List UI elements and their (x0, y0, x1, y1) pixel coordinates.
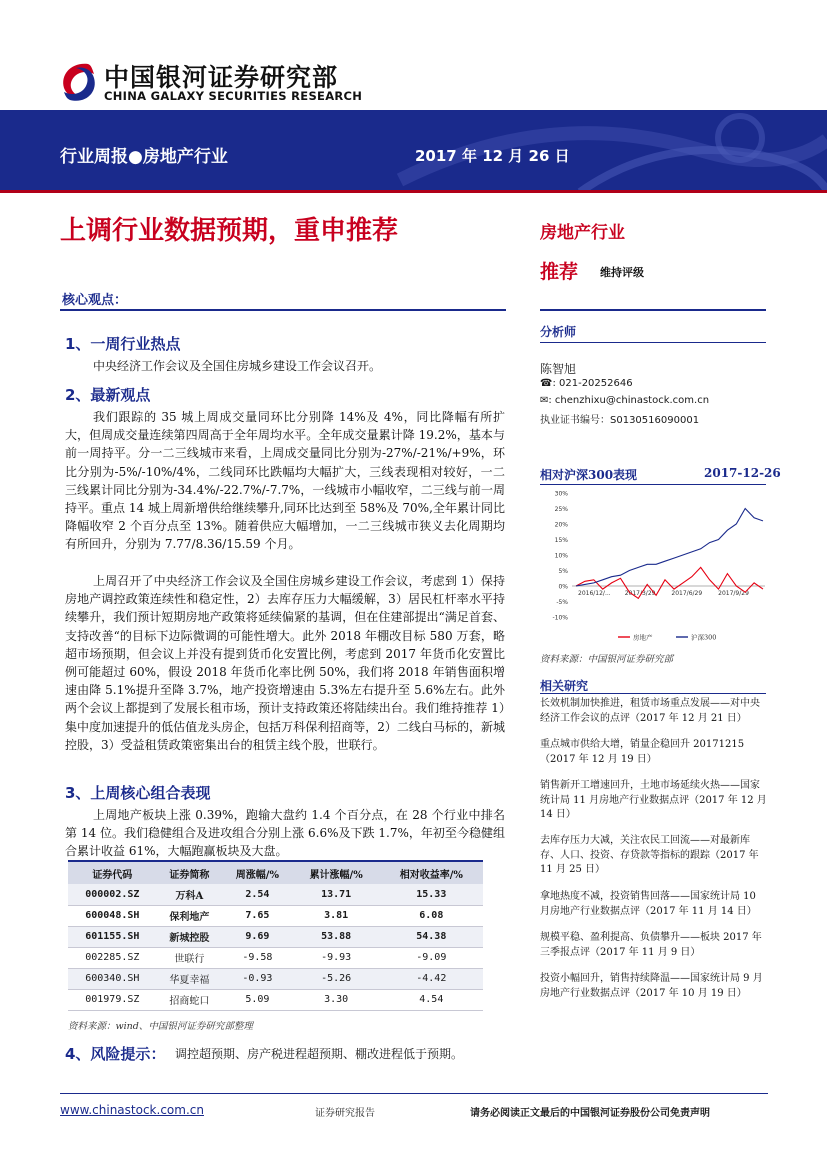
section-heading-risk: 4、风险提示： (65, 1045, 166, 1063)
table-cell: 13.71 (293, 884, 380, 905)
table-header-row (68, 862, 483, 884)
relative-performance-chart (540, 487, 770, 647)
y-tick-label: 0% (558, 583, 568, 591)
y-tick-label: -10% (552, 614, 568, 622)
related-item[interactable]: 长效机制加快推进，租赁市场重点发展——对中央经济工作会议的点评（2017 年 12 月 21 日） (540, 698, 760, 724)
table-header: 周涨幅/% (222, 862, 293, 884)
legend-label: 沪深300 (691, 633, 717, 642)
table-row (68, 947, 483, 968)
y-tick-label: 15% (554, 537, 568, 544)
table-cell: 6.08 (380, 905, 483, 926)
sector-label: 房地产行业 (540, 223, 625, 243)
table-cell: 4.54 (380, 989, 483, 1010)
section-text-view-2: 上周召开了中央经济工作会议及全国住房城乡建设工作会议，考虑到 1）保持房地产调控政策连续性和稳定性，2）去库存压力大幅缓解，3）居民杠杆率水平持续攀升，我们预计短期房地产政策将延续偏紧的基调，但在住建部提出“满足首套、支持改善“的目标下边际微调的可能性增大。此外 2018 年棚改目标 580 万套，略超市场预期，但会议上并没有提到货币化安置比例，考虑到 2017 年货币化安置比例可能超过 60%，假设 2018 年货币化率比例 50%，我们将 2018 年销售面积增速由降 5.1%提升至降 3.7%，地产投资增速由 5.3%左右提升至 5.6%左右。此外两个会议上都提到了发展长租市场，预计支持政策还将陆续出台。我们维持推荐 1）集中度加速提升的低估值龙头房企，包括万科保利招商等，2）二线白马标的，新城控股，3）受益租赁政策密集出台的租赁主线个股，世联行。 (65, 574, 505, 752)
report-type: 行业周报●房地产行业 (60, 147, 228, 167)
table-cell: 53.88 (293, 926, 380, 947)
footer-url-link[interactable]: www.chinastock.com.cn (60, 1103, 204, 1117)
table-cell: 招商蛇口 (157, 989, 222, 1010)
table-row (68, 905, 483, 926)
x-tick-label: 2016/12/... (578, 590, 611, 597)
y-tick-label: 25% (554, 506, 568, 513)
report-date: 2017 年 12 月 26 日 (415, 147, 570, 165)
analyst-name: 陈智旭 (540, 362, 577, 376)
banner-divider (0, 190, 827, 193)
table-header: 累计涨幅/% (293, 862, 380, 884)
table-cell: 54.38 (380, 926, 483, 947)
portfolio-table (68, 862, 483, 1011)
table-row (68, 884, 483, 905)
related-item[interactable]: 规模平稳、盈利提高、负债攀升——板块 2017 年三季报点评（2017 年 11 月 9 日） (540, 932, 762, 958)
table-row (68, 989, 483, 1010)
chart-title: 相对沪深300表现 (540, 468, 638, 482)
y-tick-label: 30% (554, 490, 568, 498)
related-divider (540, 693, 766, 694)
footer-center: 证券研究报告 (315, 1108, 375, 1119)
table-cell: 3.81 (293, 905, 380, 926)
legend-label: 房地产 (633, 633, 653, 642)
section-text-risk: 调控超预期、房产税进程超预期、棚改进程低于预期。 (175, 1047, 464, 1061)
table-cell: 15.33 (380, 884, 483, 905)
analyst-email[interactable]: ✉: chenzhixu@chinastock.com.cn (540, 395, 710, 406)
table-cell: 000002.SZ (68, 884, 157, 905)
table-cell: 万科A (157, 884, 222, 905)
chart-source: 资料来源：中国银河证券研究部 (540, 654, 674, 665)
related-item[interactable]: 销售新开工增速回升，土地市场延续火热——国家统计局 11 月房地产行业数据点评（2017 年 12 月 14 日） (540, 780, 767, 820)
table-cell: 5.09 (222, 989, 293, 1010)
table-cell: 001979.SZ (68, 989, 157, 1010)
footer-divider (60, 1093, 768, 1094)
table-cell: 世联行 (157, 947, 222, 968)
related-item[interactable]: 重点城市供给大增，销量企稳回升 20171215（2017 年 12 月 19 日） (540, 739, 745, 765)
section-heading-hot: 1、一周行业热点 (65, 335, 181, 353)
rating-note: 维持评级 (600, 266, 644, 279)
x-tick-label: 2017/9/29 (718, 590, 749, 597)
table-cell: 7.65 (222, 905, 293, 926)
table-cell: 2.54 (222, 884, 293, 905)
y-tick-label: -5% (556, 599, 568, 606)
chart-divider (540, 484, 766, 485)
galaxy-swirl-icon (58, 60, 100, 104)
table-cell: -5.26 (293, 968, 380, 989)
right-divider (540, 309, 766, 311)
rating-label: 推荐 (540, 261, 579, 283)
report-title: 上调行业数据预期，重申推荐 (60, 216, 399, 246)
section-heading-view: 2、最新观点 (65, 386, 151, 404)
table-cell: -9.93 (293, 947, 380, 968)
table-cell: -9.58 (222, 947, 293, 968)
x-tick-label: 2017/3/29 (624, 590, 656, 597)
table-cell: 3.30 (293, 989, 380, 1010)
table-cell: 002285.SZ (68, 947, 157, 968)
table-cell: 600048.SH (68, 905, 157, 926)
y-tick-label: 10% (554, 552, 568, 560)
related-item[interactable]: 投资小幅回升，销售持续降温——国家统计局 9 月房地产行业数据点评（2017 年 10 月 19 日） (540, 973, 763, 999)
related-item[interactable]: 去库存压力大减，关注农民工回流——对最新库存、人口、投资、存贷款等指标的跟踪（2017 年 11 月 25 日） (540, 835, 759, 875)
analyst-label: 分析师 (540, 325, 577, 339)
analyst-cert: 执业证书编号：S0130516090001 (540, 415, 700, 426)
series-line (576, 509, 763, 587)
section-text-view-1: 我们跟踪的 35 城上周成交量同环比分别降 14%及 4%，同比降幅有所扩大，但周成交量连续第四周高于全年周均水平。全年成交量累计降 19.2%，基本与前一周持平。分一二三线城市来看，上周成交量同比分别为-27%/-21%/+9%，环比分别为-5%/-10%/4%，二线同环比跌幅均大幅扩大，三线表现相对较好，一二三线累计同比分别为-34.4%/-22.7%/-7.7%，一线城市小幅收窄，二三线与前一周持平。重点 14 城上周新增供给继续攀升,同环比达到至 58%及 70%,全年累计同比降幅收窄 2 个百分点至 13%。随着供应大幅增加，一二三线城市狭义去化周期均有所回升，分别为 7.77/8.36/15.59 个月。 (65, 410, 505, 552)
section-heading-portfolio: 3、上周核心组合表现 (65, 784, 211, 802)
related-item[interactable]: 拿地热度不减，投资销售回落——国家统计局 10 月房地产行业数据点评（2017 年 11 月 14 日） (540, 891, 757, 917)
analyst-phone: ☎: 021-20252646 (540, 378, 633, 389)
core-divider (60, 309, 506, 311)
table-header: 相对收益率/% (380, 862, 483, 884)
table-cell: 9.69 (222, 926, 293, 947)
related-research-label: 相关研究 (540, 679, 589, 693)
y-tick-label: 20% (554, 521, 568, 529)
table-cell: 600340.SH (68, 968, 157, 989)
table-header: 证券代码 (68, 862, 157, 884)
y-tick-label: 5% (558, 568, 568, 575)
chart-date: 2017-12-26 (704, 466, 781, 480)
table-row (68, 968, 483, 989)
section-text-hot: 中央经济工作会议及全国住房城乡建设工作会议召开。 (93, 359, 382, 373)
table-row (68, 926, 483, 947)
table-cell: 新城控股 (157, 926, 222, 947)
table-cell: -4.42 (380, 968, 483, 989)
brand-name-en: CHINA GALAXY SECURITIES RESEARCH (104, 89, 363, 103)
table-cell: 华夏幸福 (157, 968, 222, 989)
table-cell: -0.93 (222, 968, 293, 989)
x-tick-label: 2017/6/29 (671, 590, 703, 597)
core-view-label: 核心观点： (62, 293, 128, 308)
section-text-portfolio: 上周地产板块上涨 0.39%，跑输大盘约 1.4 个百分点，在 28 个行业中排名第 14 位。我们稳健组合及进攻组合分别上涨 6.6%及下跌 1.7%，年初至今稳健组合累计收益 61%，大幅跑赢板块及大盘。 (65, 808, 505, 859)
table-header: 证券简称 (157, 862, 222, 884)
table-cell: 保利地产 (157, 905, 222, 926)
brand-name-cn: 中国银河证券研究部 (104, 63, 339, 92)
table-source: 资料来源：wind、中国银河证券研究部整理 (68, 1021, 253, 1032)
analyst-divider (540, 342, 766, 343)
table-cell: 601155.SH (68, 926, 157, 947)
table-cell: -9.09 (380, 947, 483, 968)
footer-disclaimer: 请务必阅读正文最后的中国银河证券股份公司免责声明 (470, 1108, 710, 1119)
